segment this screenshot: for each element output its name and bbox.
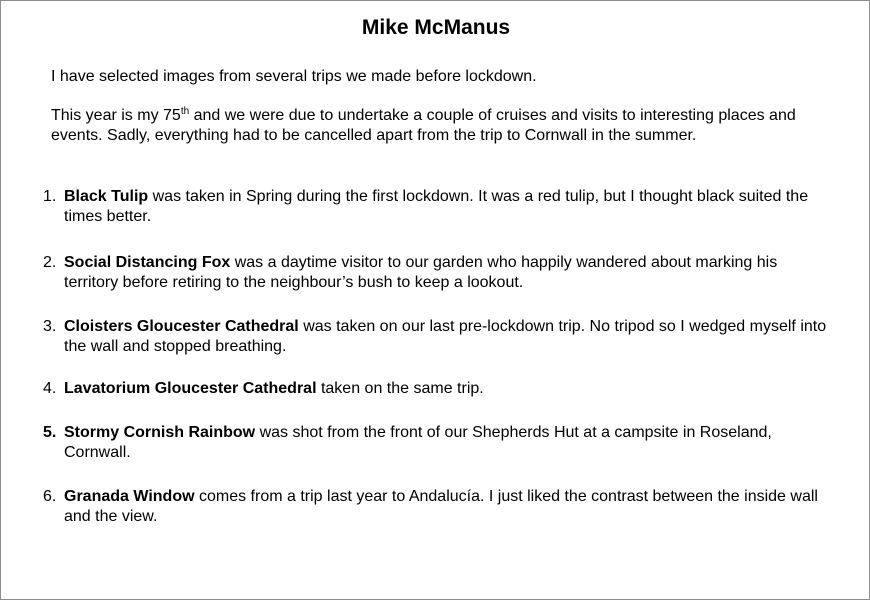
photo-description: was shot from the front of our Shepherds Hut at a campsite in Roseland, Cornwall. <box>64 424 772 461</box>
list-text <box>64 379 833 399</box>
photo-title: Granada Window <box>64 488 195 505</box>
list-number: 5. <box>43 424 57 441</box>
photo-description: was a daytime visitor to our garden who happily wandered about marking his territory before retiring to the neighbour’s bush to keep a lookout. <box>64 254 778 291</box>
photo-description: was taken in Spring during the first lockdown. It was a red tulip, but I thought black suited the times better. <box>64 188 809 225</box>
photo-title: Stormy Cornish Rainbow <box>64 424 256 441</box>
photo-title: Black Tulip <box>64 188 149 205</box>
ordinal-superscript: th <box>180 106 190 117</box>
photo-title: Cloisters Gloucester Cathedral <box>64 318 299 335</box>
list-item <box>43 423 833 463</box>
list-text <box>64 317 833 357</box>
list-text <box>64 253 833 293</box>
list-number: 3. <box>43 318 57 335</box>
list-number: 1. <box>43 188 57 205</box>
photo-title: Social Distancing Fox <box>64 254 231 271</box>
intro-text-end: and we were due to undertake a couple of cruises and visits to interesting places and events. Sadly, everything had to be cancelled apart from the trip to Cornwall in the summer. <box>51 107 796 144</box>
list-number: 6. <box>43 488 57 505</box>
list-text <box>64 423 833 463</box>
list-text <box>64 487 833 527</box>
intro-line: I have selected images from several trips we made before lockdown. <box>51 68 537 85</box>
photo-title: Lavatorium Gloucester Cathedral <box>64 380 317 397</box>
list-item <box>43 317 833 357</box>
list-item <box>43 379 833 399</box>
intro-text-start: This year is my 75 <box>51 107 181 124</box>
list-item <box>43 253 833 293</box>
list-item <box>43 487 833 527</box>
intro-paragraph <box>51 106 841 146</box>
list-item <box>43 187 833 227</box>
photo-description: comes from a trip last year to Andalucía. I just liked the contrast between the inside wall and the view. <box>64 488 818 525</box>
photo-description: taken on the same trip. <box>316 380 484 397</box>
photo-description: was taken on our last pre-lockdown trip. No tripod so I wedged myself into the wall and stopped breathing. <box>64 318 827 355</box>
page-title: Mike McManus <box>361 16 511 39</box>
list-number: 2. <box>43 254 57 271</box>
list-text <box>64 187 833 227</box>
list-number: 4. <box>43 380 57 397</box>
